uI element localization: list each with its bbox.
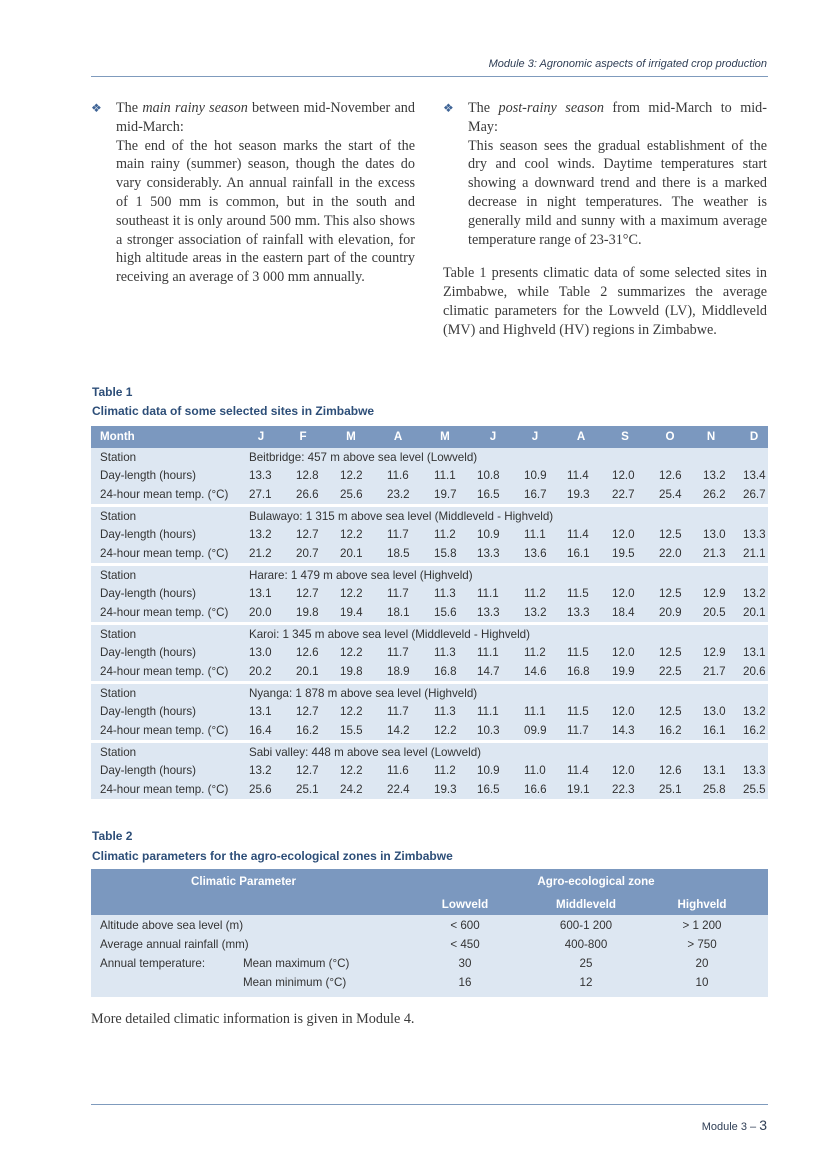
row-label-station: Station [100, 569, 137, 582]
zone-value-cell: 25 [579, 957, 593, 970]
month-header: Month [100, 430, 135, 443]
mean-temp-cell: 16.2 [659, 724, 682, 737]
parameter-label: Annual temperature: [100, 957, 206, 970]
day-length-cell: 13.3 [249, 469, 272, 482]
day-length-cell: 10.9 [477, 528, 500, 541]
table2-row [91, 919, 768, 937]
row-label-mean-temp: 24-hour mean temp. (°C) [100, 724, 229, 737]
mean-temp-cell: 10.3 [477, 724, 500, 737]
mean-temp-cell: 14.7 [477, 665, 500, 678]
mean-temp-cell: 19.1 [567, 783, 590, 796]
day-length-cell: 12.0 [612, 646, 635, 659]
day-length-cell: 11.3 [434, 646, 456, 659]
day-length-cell: 12.0 [612, 705, 635, 718]
mean-temp-cell: 25.1 [659, 783, 682, 796]
month-header-cell: A [576, 430, 586, 443]
month-header-cell: D [749, 430, 759, 443]
table-row [91, 746, 768, 764]
day-length-cell: 11.2 [434, 528, 456, 541]
day-length-cell: 12.5 [659, 587, 682, 600]
zone-header: Agro-ecological zone [537, 875, 655, 888]
day-length-cell: 12.6 [659, 469, 682, 482]
day-length-cell: 11.2 [524, 587, 546, 600]
parameter-label: Altitude above sea level (m) [100, 919, 244, 932]
day-length-cell: 11.1 [477, 646, 499, 659]
day-length-cell: 12.9 [703, 646, 726, 659]
month-header-cell: F [299, 430, 307, 443]
zone-lowveld-header: Lowveld [441, 898, 489, 911]
row-label-day-length: Day-length (hours) [100, 528, 197, 541]
tables-intro-paragraph: Table 1 presents climatic data of some selected sites in Zimbabwe, while Table 2 summarizes the average climatic parameters for the Lowveld (LV), Middleveld (MV) and Highveld (HV) regions in Zimbabwe. [443, 265, 767, 338]
bullet-heading: The post-rainy season from mid-March to mid-May: [468, 100, 767, 135]
table2-title: Climatic parameters for the agro-ecological zones in Zimbabwe [92, 849, 453, 863]
right-column [443, 99, 767, 340]
table-row [91, 783, 768, 801]
zone-middleveld-header: Middleveld [556, 898, 616, 911]
running-header: Module 3: Agronomic aspects of irrigated crop production [488, 58, 767, 70]
table2-row [91, 938, 768, 956]
zone-value-cell: 600-1 200 [559, 919, 613, 932]
table2-header [91, 869, 768, 915]
agro-ecological-zones-table [91, 869, 768, 997]
day-length-cell: 12.5 [659, 528, 682, 541]
day-length-cell: 11.5 [567, 705, 589, 718]
month-header-cell: J [489, 430, 497, 443]
station-name: Beitbridge: 457 m above sea level (Lowveld) [249, 451, 478, 464]
table-row [91, 705, 768, 723]
mean-temp-cell: 18.5 [387, 547, 410, 560]
mean-temp-cell: 16.1 [703, 724, 726, 737]
mean-temp-cell: 25.4 [659, 488, 682, 501]
day-length-cell: 11.6 [387, 469, 409, 482]
mean-temp-cell: 25.6 [340, 488, 363, 501]
day-length-cell: 13.2 [249, 764, 272, 777]
day-length-cell: 12.0 [612, 469, 635, 482]
zone-value-cell: 400-800 [564, 938, 608, 951]
day-length-cell: 11.7 [387, 646, 409, 659]
row-label-day-length: Day-length (hours) [100, 469, 197, 482]
mean-temp-cell: 13.3 [477, 547, 500, 560]
table1-label: Table 1 [92, 385, 133, 399]
day-length-cell: 11.1 [524, 528, 546, 541]
day-length-cell: 12.2 [340, 469, 363, 482]
mean-temp-cell: 16.2 [296, 724, 319, 737]
row-label-day-length: Day-length (hours) [100, 764, 197, 777]
mean-temp-cell: 16.8 [567, 665, 590, 678]
day-length-cell: 12.2 [340, 528, 363, 541]
day-length-cell: 12.6 [296, 646, 319, 659]
row-label-station: Station [100, 451, 137, 464]
bullet-body: The end of the hot season marks the start of the main rainy (summer) season, though the dates do vary considerably. An annual rainfall in the excess of 1 500 mm is common, but in the south and southeast it is only around 500 mm. This also shows a stronger association of rainfall with elevation, for high altitude areas in the eastern part of the country receiving an average of 3 000 mm annually. [116, 137, 415, 286]
mean-temp-cell: 11.7 [567, 724, 589, 737]
day-length-cell: 11.2 [434, 764, 456, 777]
table-row [91, 488, 768, 506]
day-length-cell: 12.6 [659, 764, 682, 777]
day-length-cell: 12.5 [659, 705, 682, 718]
day-length-cell: 13.0 [249, 646, 272, 659]
mean-temp-cell: 19.3 [434, 783, 457, 796]
month-header-cell: O [665, 430, 675, 443]
header-divider [91, 76, 768, 77]
mean-temp-cell: 25.8 [703, 783, 726, 796]
parameter-label: Average annual rainfall (mm) [100, 938, 249, 951]
main-rainy-season-bullet [91, 99, 415, 287]
mean-temp-cell: 26.6 [296, 488, 319, 501]
day-length-cell: 11.1 [524, 705, 546, 718]
mean-temp-cell: 22.7 [612, 488, 635, 501]
day-length-cell: 11.1 [434, 469, 456, 482]
month-header-cell: J [531, 430, 539, 443]
table-row [91, 687, 768, 705]
day-length-cell: 12.0 [612, 587, 635, 600]
page-footer: Module 3 – 3 [701, 1117, 767, 1133]
diamond-bullet-icon: ❖ [91, 101, 102, 115]
day-length-cell: 13.1 [249, 587, 272, 600]
row-label-station: Station [100, 687, 137, 700]
zone-value-cell: 20 [695, 957, 709, 970]
mean-temp-cell: 19.3 [567, 488, 590, 501]
mean-temp-cell: 20.0 [249, 606, 272, 619]
station-name: Harare: 1 479 m above sea level (Highveld) [249, 569, 473, 582]
month-header-cell: M [346, 430, 356, 443]
zone-value-cell: > 750 [687, 938, 717, 951]
table-row [91, 528, 768, 546]
day-length-cell: 12.2 [340, 646, 363, 659]
table-row [91, 451, 768, 469]
mean-temp-cell: 22.3 [612, 783, 635, 796]
mean-temp-cell: 19.8 [296, 606, 319, 619]
day-length-cell: 12.2 [340, 705, 363, 718]
mean-temp-cell: 25.1 [296, 783, 319, 796]
day-length-cell: 11.2 [524, 646, 546, 659]
station-group [91, 743, 768, 799]
station-name: Nyanga: 1 878 m above sea level (Highveld) [249, 687, 478, 700]
left-column [91, 99, 415, 287]
mean-temp-cell: 20.1 [340, 547, 363, 560]
row-label-mean-temp: 24-hour mean temp. (°C) [100, 783, 229, 796]
month-header-cell: S [621, 430, 629, 443]
table2-label: Table 2 [92, 829, 133, 843]
zone-value-cell: < 450 [450, 938, 480, 951]
station-name: Karoi: 1 345 m above sea level (Middleveld - Highveld) [249, 628, 530, 641]
day-length-cell: 12.7 [296, 587, 319, 600]
mean-temp-cell: 19.7 [434, 488, 457, 501]
bullet-body: This season sees the gradual establishment of the dry and cool winds. Daytime temperatures start showing a downward trend and there is a marked decrease in night temperatures. The weather is generally mild and sunny with a maximum average temperature range of 23-31°C. [468, 137, 767, 248]
mean-temp-cell: 26.2 [703, 488, 726, 501]
table2-row [91, 976, 768, 994]
diamond-bullet-icon: ❖ [443, 101, 454, 115]
mean-temp-cell: 20.2 [249, 665, 272, 678]
table-row [91, 510, 768, 528]
mean-temp-cell: 20.6 [743, 665, 766, 678]
day-length-cell: 11.0 [524, 764, 546, 777]
day-length-cell: 11.5 [567, 646, 589, 659]
mean-temp-cell: 13.2 [524, 606, 547, 619]
mean-temp-cell: 20.9 [659, 606, 682, 619]
parameter-sublabel: Mean maximum (°C) [243, 957, 350, 970]
mean-temp-cell: 22.0 [659, 547, 682, 560]
month-header-cell: A [393, 430, 403, 443]
zone-value-cell: < 600 [450, 919, 480, 932]
day-length-cell: 11.4 [567, 764, 589, 777]
table-row [91, 587, 768, 605]
day-length-cell: 13.1 [743, 646, 766, 659]
mean-temp-cell: 16.8 [434, 665, 457, 678]
station-name: Bulawayo: 1 315 m above sea level (Middleveld - Highveld) [249, 510, 554, 523]
day-length-cell: 11.7 [387, 587, 409, 600]
mean-temp-cell: 13.6 [524, 547, 547, 560]
zone-value-cell: 16 [458, 976, 472, 989]
row-label-mean-temp: 24-hour mean temp. (°C) [100, 547, 229, 560]
day-length-cell: 13.2 [743, 587, 766, 600]
day-length-cell: 11.3 [434, 587, 456, 600]
month-header-cell: M [440, 430, 450, 443]
mean-temp-cell: 16.5 [477, 488, 500, 501]
day-length-cell: 12.7 [296, 764, 319, 777]
day-length-cell: 13.1 [249, 705, 272, 718]
mean-temp-cell: 24.2 [340, 783, 363, 796]
zone-value-cell: 30 [458, 957, 472, 970]
climatic-data-table [91, 426, 768, 799]
table-row [91, 606, 768, 624]
mean-temp-cell: 26.7 [743, 488, 766, 501]
mean-temp-cell: 20.1 [743, 606, 766, 619]
day-length-cell: 11.5 [567, 587, 589, 600]
day-length-cell: 13.2 [743, 705, 766, 718]
closing-sentence: More detailed climatic information is given in Module 4. [91, 1011, 415, 1027]
day-length-cell: 11.1 [477, 705, 499, 718]
day-length-cell: 13.1 [703, 764, 726, 777]
mean-temp-cell: 18.9 [387, 665, 410, 678]
mean-temp-cell: 15.5 [340, 724, 363, 737]
mean-temp-cell: 12.2 [434, 724, 457, 737]
mean-temp-cell: 21.1 [743, 547, 766, 560]
day-length-cell: 12.0 [612, 764, 635, 777]
param-header: Climatic Parameter [190, 875, 297, 888]
mean-temp-cell: 19.4 [340, 606, 363, 619]
day-length-cell: 12.7 [296, 528, 319, 541]
mean-temp-cell: 16.6 [524, 783, 547, 796]
table-row [91, 665, 768, 683]
day-length-cell: 11.4 [567, 528, 589, 541]
day-length-cell: 13.0 [703, 528, 726, 541]
day-length-cell: 10.9 [524, 469, 547, 482]
mean-temp-cell: 16.4 [249, 724, 272, 737]
station-group [91, 448, 768, 504]
mean-temp-cell: 16.2 [743, 724, 766, 737]
day-length-cell: 12.9 [703, 587, 726, 600]
station-group [91, 684, 768, 740]
mean-temp-cell: 18.1 [387, 606, 410, 619]
mean-temp-cell: 20.1 [296, 665, 319, 678]
footer-divider [91, 1104, 768, 1105]
table1-title: Climatic data of some selected sites in Zimbabwe [92, 404, 375, 418]
row-label-day-length: Day-length (hours) [100, 646, 197, 659]
row-label-station: Station [100, 628, 137, 641]
row-label-mean-temp: 24-hour mean temp. (°C) [100, 606, 229, 619]
station-group [91, 625, 768, 681]
mean-temp-cell: 21.7 [703, 665, 726, 678]
table1-header-row [91, 426, 768, 448]
station-group [91, 507, 768, 563]
mean-temp-cell: 23.2 [387, 488, 410, 501]
zone-highveld-header: Highveld [677, 898, 727, 911]
parameter-sublabel: Mean minimum (°C) [243, 976, 347, 989]
day-length-cell: 12.7 [296, 705, 319, 718]
table-row [91, 724, 768, 742]
table-row [91, 547, 768, 565]
mean-temp-cell: 25.5 [743, 783, 766, 796]
mean-temp-cell: 20.7 [296, 547, 319, 560]
mean-temp-cell: 25.6 [249, 783, 272, 796]
mean-temp-cell: 22.5 [659, 665, 682, 678]
zone-value-cell: 10 [695, 976, 709, 989]
bullet-heading: The main rainy season between mid-November and mid-March: [116, 100, 415, 135]
day-length-cell: 13.0 [703, 705, 726, 718]
day-length-cell: 12.2 [340, 764, 363, 777]
day-length-cell: 11.4 [567, 469, 589, 482]
day-length-cell: 11.7 [387, 705, 409, 718]
station-group [91, 566, 768, 622]
day-length-cell: 13.3 [743, 528, 766, 541]
page-number: 3 [759, 1117, 767, 1133]
mean-temp-cell: 13.3 [567, 606, 590, 619]
mean-temp-cell: 18.4 [612, 606, 635, 619]
mean-temp-cell: 13.3 [477, 606, 500, 619]
day-length-cell: 13.4 [743, 469, 766, 482]
mean-temp-cell: 19.8 [340, 665, 363, 678]
day-length-cell: 13.3 [743, 764, 766, 777]
table-row [91, 569, 768, 587]
month-header-cell: J [257, 430, 265, 443]
mean-temp-cell: 16.1 [567, 547, 590, 560]
mean-temp-cell: 20.5 [703, 606, 726, 619]
day-length-cell: 13.2 [703, 469, 726, 482]
day-length-cell: 11.1 [477, 587, 499, 600]
mean-temp-cell: 22.4 [387, 783, 410, 796]
mean-temp-cell: 19.9 [612, 665, 635, 678]
mean-temp-cell: 16.7 [524, 488, 547, 501]
mean-temp-cell: 21.3 [703, 547, 726, 560]
station-name: Sabi valley: 448 m above sea level (Lowveld) [249, 746, 481, 759]
mean-temp-cell: 21.2 [249, 547, 272, 560]
table-row [91, 764, 768, 782]
zone-value-cell: > 1 200 [682, 919, 722, 932]
row-label-station: Station [100, 510, 137, 523]
table-row [91, 646, 768, 664]
day-length-cell: 12.8 [296, 469, 319, 482]
day-length-cell: 12.2 [340, 587, 363, 600]
month-header-cell: N [706, 430, 716, 443]
table2-row [91, 957, 768, 975]
day-length-cell: 12.0 [612, 528, 635, 541]
day-length-cell: 11.7 [387, 528, 409, 541]
post-rainy-season-bullet [443, 99, 767, 249]
row-label-day-length: Day-length (hours) [100, 705, 197, 718]
mean-temp-cell: 14.2 [387, 724, 410, 737]
table-row [91, 469, 768, 487]
zone-value-cell: 12 [579, 976, 593, 989]
day-length-cell: 11.3 [434, 705, 456, 718]
day-length-cell: 11.6 [387, 764, 409, 777]
row-label-mean-temp: 24-hour mean temp. (°C) [100, 488, 229, 501]
day-length-cell: 12.5 [659, 646, 682, 659]
row-label-mean-temp: 24-hour mean temp. (°C) [100, 665, 229, 678]
table-row [91, 628, 768, 646]
mean-temp-cell: 15.8 [434, 547, 457, 560]
day-length-cell: 13.2 [249, 528, 272, 541]
row-label-day-length: Day-length (hours) [100, 587, 197, 600]
day-length-cell: 10.9 [477, 764, 500, 777]
mean-temp-cell: 15.6 [434, 606, 457, 619]
mean-temp-cell: 14.6 [524, 665, 547, 678]
mean-temp-cell: 27.1 [249, 488, 272, 501]
mean-temp-cell: 14.3 [612, 724, 635, 737]
day-length-cell: 10.8 [477, 469, 500, 482]
mean-temp-cell: 16.5 [477, 783, 500, 796]
mean-temp-cell: 09.9 [524, 724, 547, 737]
mean-temp-cell: 19.5 [612, 547, 635, 560]
row-label-station: Station [100, 746, 137, 759]
